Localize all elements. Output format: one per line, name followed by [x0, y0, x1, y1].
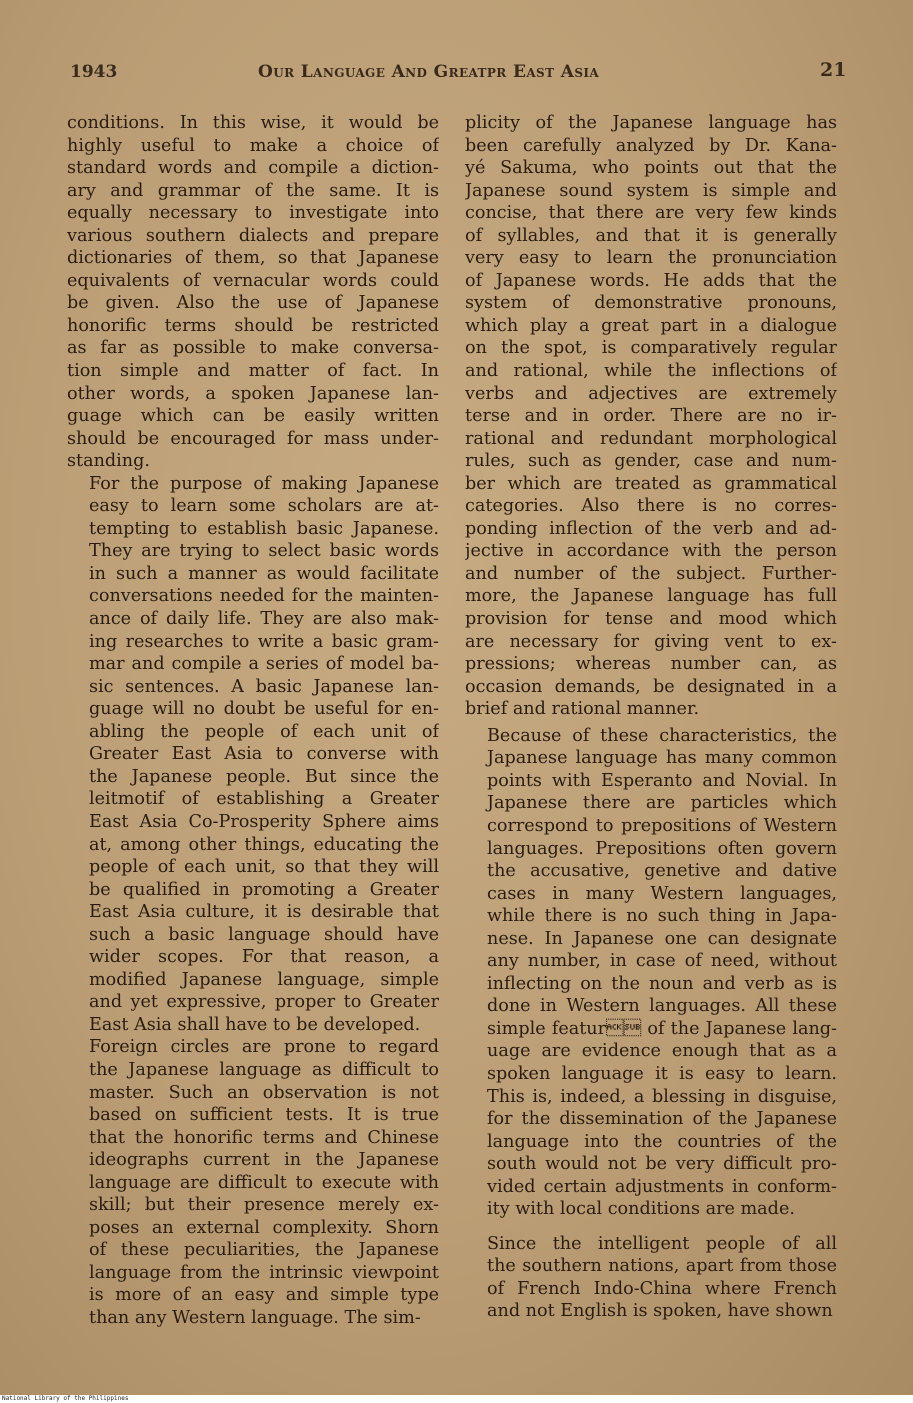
- text-line: is more of an easy and simple type: [89, 1285, 439, 1306]
- text-line: nese. In Japanese one can designate: [487, 928, 837, 949]
- footer-credit: National Library of the Philippines: [0, 1395, 913, 1403]
- text-line: in such a manner as would facilitate: [89, 563, 439, 584]
- text-line: pressions; whereas number can, as: [465, 654, 837, 675]
- text-line: system of demonstrative pronouns,: [465, 293, 837, 314]
- text-line: should be encouraged for mass under-: [67, 428, 439, 449]
- text-line: of Japanese words. He adds that the: [465, 270, 837, 291]
- text-line: ber which are treated as grammatical: [465, 473, 837, 494]
- text-line: people of each unit, so that they will: [89, 857, 439, 878]
- text-line: dictionaries of them, so that Japanese: [67, 248, 439, 269]
- header-year: 1943: [70, 62, 118, 82]
- text-line: uage are evidence enough that as a: [487, 1041, 837, 1062]
- text-line: easy to learn some scholars are at-: [89, 496, 439, 517]
- text-line: language from the intrinsic viewpoint: [89, 1262, 439, 1283]
- text-line: standard words and compile a diction-: [67, 158, 439, 179]
- text-line: other words, a spoken Japanese lan-: [67, 383, 439, 404]
- text-line: East Asia Co-Prosperity Sphere aims: [89, 811, 439, 832]
- text-line: standing.: [67, 451, 150, 472]
- text-line: ary and grammar of the same. It is: [67, 180, 439, 201]
- text-line: are necessary for giving vent to ex-: [465, 631, 837, 652]
- text-line: rules, such as gender, case and num-: [465, 451, 837, 472]
- text-line: simple featur of the Japanese lang-: [487, 1018, 837, 1039]
- text-line: various southern dialects and prepare: [67, 225, 439, 246]
- text-line: be given. Also the use of Japanese: [67, 293, 439, 314]
- text-line: inflecting on the noun and verb as is: [487, 973, 837, 994]
- text-line: wider scopes. For that reason, a: [89, 947, 439, 968]
- text-line: such a basic language should have: [89, 924, 439, 945]
- text-line: language into the countries of the: [487, 1131, 837, 1152]
- text-line: the Japanese language as difficult to: [89, 1059, 439, 1080]
- text-line: which play a great part in a dialogue: [465, 315, 837, 336]
- text-line: for the dissemination of the Japanese: [487, 1109, 837, 1130]
- text-line: guage will no doubt be useful for en-: [89, 699, 439, 720]
- text-line: brief and rational manner.: [465, 699, 700, 720]
- text-line: the southern nations, apart from those: [487, 1256, 837, 1277]
- text-line: Since the intelligent people of all: [487, 1233, 837, 1254]
- text-line: very easy to learn the pronunciation: [465, 248, 837, 269]
- text-line: the Japanese people. But since the: [89, 766, 439, 787]
- text-line: and not English is spoken, have shown: [487, 1301, 833, 1322]
- text-line: skill; but their presence merely ex-: [89, 1195, 439, 1216]
- text-line: south would not be very difficult pro-: [487, 1154, 837, 1175]
- text-line: at, among other things, educating the: [89, 834, 439, 855]
- text-line: honorific terms should be restricted: [67, 315, 439, 336]
- paragraph: [465, 1233, 837, 1323]
- text-line: ance of daily life. They are also mak-: [89, 609, 439, 630]
- text-line: mar and compile a series of model ba-: [89, 654, 439, 675]
- text-line: as far as possible to make conversa-: [67, 338, 439, 359]
- header-title: Our Language And Greatpr East Asia: [258, 62, 600, 82]
- text-line: equally necessary to investigate into: [67, 203, 439, 224]
- text-line: modified Japanese language, simple: [89, 969, 439, 990]
- text-line: more, the Japanese language has full: [465, 586, 837, 607]
- text-line: equivalents of vernacular words could: [67, 270, 439, 291]
- text-line: Greater East Asia to converse with: [89, 744, 439, 765]
- paragraph: [67, 473, 439, 1037]
- text-line: plicity of the Japanese language has: [465, 113, 837, 133]
- text-line: occasion demands, be designated in a: [465, 676, 837, 697]
- text-line: highly useful to make a choice of: [67, 135, 439, 156]
- text-line: tion simple and matter of fact. In: [67, 361, 439, 382]
- text-line: ing researches to write a basic gram-: [89, 631, 439, 652]
- text-line: of syllables, and that it is generally: [465, 225, 837, 246]
- text-line: poses an external complexity. Shorn: [89, 1217, 439, 1238]
- text-line: verbs and adjectives are extremely: [465, 383, 837, 404]
- left-text-column: [67, 112, 439, 1330]
- text-line: been carefully analyzed by Dr. Kana-: [465, 135, 837, 156]
- text-line: ponding inflection of the verb and ad-: [465, 518, 837, 539]
- text-line: jective in accordance with the person: [465, 541, 837, 562]
- text-line: conditions. In this wise, it would be: [67, 113, 439, 133]
- text-line: master. Such an observation is not: [89, 1082, 439, 1103]
- text-line: than any Western language. The sim-: [89, 1307, 421, 1328]
- text-line: language are difficult to execute with: [89, 1172, 439, 1193]
- text-line: abling the people of each unit of: [89, 721, 439, 742]
- text-line: be qualified in promoting a Greater: [89, 879, 439, 900]
- text-line: For the purpose of making Japanese: [89, 473, 439, 494]
- text-line: on the spot, is comparatively regular: [465, 338, 837, 359]
- text-line: Japanese there are particles which: [487, 793, 837, 814]
- paragraph: [465, 112, 837, 721]
- text-line: Because of these characteristics, the: [487, 725, 837, 746]
- text-line: sic sentences. A basic Japanese lan-: [89, 676, 439, 697]
- text-line: Foreign circles are prone to regard: [89, 1037, 439, 1058]
- text-line: of French Indo-China where French: [487, 1278, 837, 1299]
- text-line: rational and redundant morphological: [465, 428, 837, 449]
- text-line: of these peculiarities, the Japanese: [89, 1240, 439, 1261]
- text-line: and rational, while the inflections of: [465, 361, 837, 382]
- text-line: guage which can be easily written: [67, 406, 439, 427]
- text-line: provision for tense and mood which: [465, 609, 837, 630]
- text-line: categories. Also there is no corres-: [465, 496, 837, 517]
- text-line: East Asia shall have to be developed.: [89, 1014, 421, 1035]
- text-line: that the honorific terms and Chinese: [89, 1127, 439, 1148]
- text-line: ideographs current in the Japanese: [89, 1150, 439, 1171]
- text-line: ity with local conditions are made.: [487, 1199, 795, 1220]
- text-line: and number of the subject. Further-: [465, 563, 837, 584]
- text-line: languages. Prepositions often govern: [487, 838, 837, 859]
- text-line: done in Western languages. All these: [487, 996, 837, 1017]
- page-number: 21: [820, 59, 847, 81]
- text-line: leitmotif of establishing a Greater: [89, 789, 439, 810]
- paragraph: [465, 725, 837, 1221]
- text-line: yé Sakuma, who points out that the: [465, 158, 837, 179]
- text-line: tempting to establish basic Japanese.: [89, 518, 439, 539]
- paragraph: [67, 112, 439, 473]
- text-line: Japanese language has many common: [487, 748, 837, 769]
- text-line: based on sufficient tests. It is true: [89, 1105, 439, 1126]
- text-line: conversations needed for the mainten-: [89, 586, 439, 607]
- text-line: and yet expressive, proper to Greater: [89, 992, 439, 1013]
- text-line: points with Esperanto and Novial. In: [487, 770, 837, 791]
- text-line: This is, indeed, a blessing in disguise,: [487, 1086, 837, 1107]
- text-line: Japanese sound system is simple and: [465, 180, 837, 201]
- text-line: the accusative, genetive and dative: [487, 861, 837, 882]
- text-line: cases in many Western languages,: [487, 883, 837, 904]
- text-line: vided certain adjustments in conform-: [487, 1176, 837, 1197]
- text-line: concise, that there are very few kinds: [465, 203, 837, 224]
- text-line: terse and in order. There are no ir-: [465, 406, 837, 427]
- right-text-column: [465, 112, 837, 1323]
- running-header: [0, 58, 913, 88]
- text-line: any number, in case of need, without: [487, 951, 837, 972]
- text-line: spoken language it is easy to learn.: [487, 1063, 837, 1084]
- paragraph: [67, 1036, 439, 1329]
- text-line: East Asia culture, it is desirable that: [89, 902, 439, 923]
- text-line: They are trying to select basic words: [89, 541, 439, 562]
- text-line: while there is no such thing in Japa-: [487, 906, 837, 927]
- text-line: correspond to prepositions of Western: [487, 815, 837, 836]
